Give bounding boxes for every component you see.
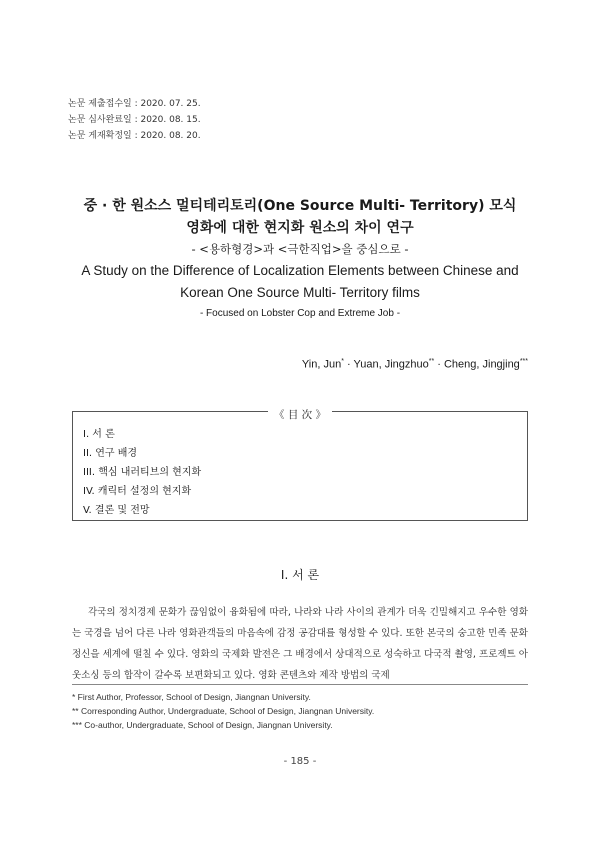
footnote-divider: [72, 684, 528, 685]
accepted-date: 논문 게재확정일 : 2020. 08. 20.: [68, 131, 201, 141]
table-of-contents: [72, 411, 528, 521]
author-separator: ·: [343, 358, 354, 371]
reviewed-date: 논문 심사완료일 : 2020. 08. 15.: [68, 115, 201, 125]
body-text: [72, 602, 528, 686]
section-heading: I. 서 론: [280, 568, 320, 582]
author-2-mark: **: [428, 358, 435, 365]
english-title-line-2: Korean One Source Multi- Territory films: [180, 285, 420, 300]
toc-item: I. 서 론: [83, 429, 115, 440]
toc-item: V. 결론 및 전망: [83, 505, 150, 516]
english-subtitle: - Focused on Lobster Cop and Extreme Job -: [199, 308, 401, 319]
author-1: Yin, Jun: [301, 358, 342, 371]
received-date: 논문 제출접수일 : 2020. 07. 25.: [68, 99, 201, 109]
korean-subtitle: - <용하형경>과 <극한직업>을 중심으로 -: [191, 242, 409, 256]
toc-item: III. 핵심 내러티브의 현지화: [83, 467, 202, 478]
page-number: - 185 -: [283, 756, 317, 767]
body-paragraph: 각국의 정치경제 문화가 끊임없이 융화됨에 따라, 나라와 나라 사이의 관계가 더욱 긴밀해지고 우수한 영화는 국경을 넘어 다른 나라 영화관객들의 마음속에 감정 공감대를 형성할 수 있다. 또한 본국의 숭고한 민족 문화 정신을 세계에 떨칠 수 있다. 영화의 국제화 발전은 그 배경에서 상대적으로 성숙하고 다국적 촬영, 프로젝트 아웃소싱 등의 합작이 갈수록 보편화되고 있다. 영화 콘텐츠와 제작 방법의 국제: [72, 607, 528, 681]
english-title-line-1: A Study on the Difference of Localization Elements between Chinese and: [81, 263, 519, 278]
toc-item: IV. 캐릭터 설정의 현지화: [83, 486, 192, 497]
toc-title: 《 目 次 》: [268, 409, 332, 421]
author-1-mark: *: [341, 358, 344, 365]
korean-title-line-2: 영화에 대한 현지화 원소의 차이 연구: [186, 220, 414, 236]
author-3: Cheng, Jingjing: [443, 358, 520, 371]
author-separator: ·: [434, 358, 444, 371]
submission-dates: [68, 96, 201, 144]
footnote-co-author: *** Co-author, Undergraduate, School of Design, Jiangnan University.: [72, 720, 333, 730]
footnotes: [72, 690, 374, 732]
korean-title-line-1: 중 · 한 원소스 멀티테리토리(One Source Multi- Territory) 모식: [83, 198, 517, 214]
paper-title-block: [0, 195, 600, 324]
author-line: [302, 358, 528, 371]
author-3-mark: ***: [519, 358, 528, 365]
author-2: Yuan, Jingzhuo: [353, 358, 429, 371]
footnote-corresponding-author: ** Corresponding Author, Undergraduate, School of Design, Jiangnan University.: [72, 706, 375, 716]
footnote-first-author: * First Author, Professor, School of Design, Jiangnan University.: [72, 692, 311, 702]
toc-list: [83, 425, 201, 520]
toc-item: II. 연구 배경: [83, 448, 138, 459]
